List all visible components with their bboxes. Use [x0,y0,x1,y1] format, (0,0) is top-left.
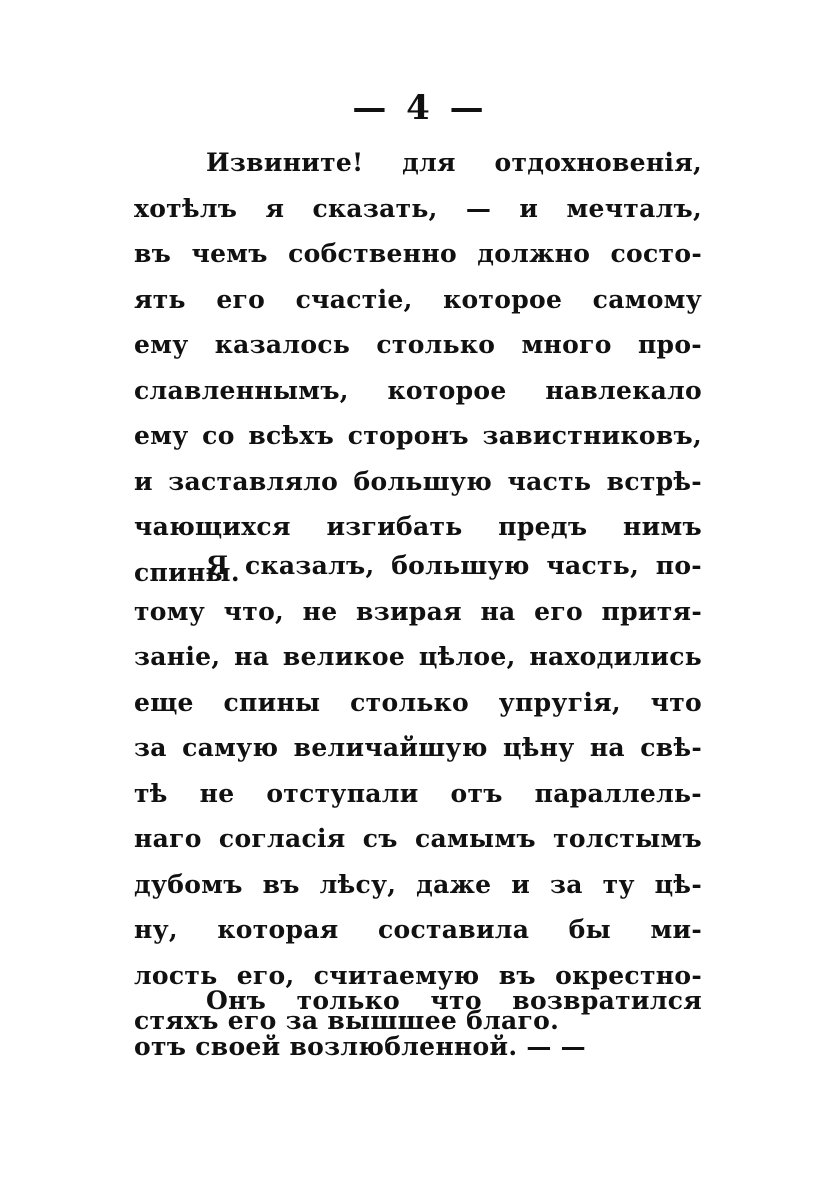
text-line: ему казалось столько много про- [134,330,702,359]
text-line: ему со всѣхъ сторонъ завистниковъ, [134,421,702,450]
text-line: дубомъ въ лѣсу, даже и за ту цѣ- [134,869,702,899]
text-line: Онъ только что возвратился [206,986,702,1015]
text-line: ну, которая составила бы ми- [134,915,702,944]
text-line: Извините! для отдохновенія, [206,148,702,177]
paragraph-3 [134,978,702,1069]
text-line: отъ своей возлюбленной. — — [134,1031,586,1061]
text-line: спины. [134,557,240,587]
text-line: тѣ не отступали отъ параллель- [134,778,702,808]
text-line: и заставляло большую часть встрѣ- [134,466,702,496]
text-line: славленнымъ, которое навлекало [134,375,702,405]
paragraph-2 [134,543,702,1044]
text-line: хотѣлъ я сказать, — и мечталъ, [134,193,702,223]
text-line: тому что, не взирая на его притя- [134,596,702,626]
text-line: за самую величайшую цѣну на свѣ- [134,733,702,762]
text-line: Я сказалъ, большую часть, по- [206,551,702,580]
paragraph-1 [134,140,702,595]
text-line: стяхъ его за вышшее благо. [134,1006,560,1035]
text-line: наго согласія съ самымъ толстымъ [134,824,702,853]
text-line: ять его счастіе, которое самому [134,284,702,314]
text-line: чающихся изгибать предъ нимъ [134,512,702,541]
text-line: лость его, считаемую въ окрестно- [134,960,702,990]
text-line: еще спины столько упругія, что [134,687,702,717]
page-number: — 4 — [352,88,488,128]
text-line: заніе, на великое цѣлое, находились [134,642,702,671]
text-line: въ чемъ собственно должно состо- [134,239,702,268]
